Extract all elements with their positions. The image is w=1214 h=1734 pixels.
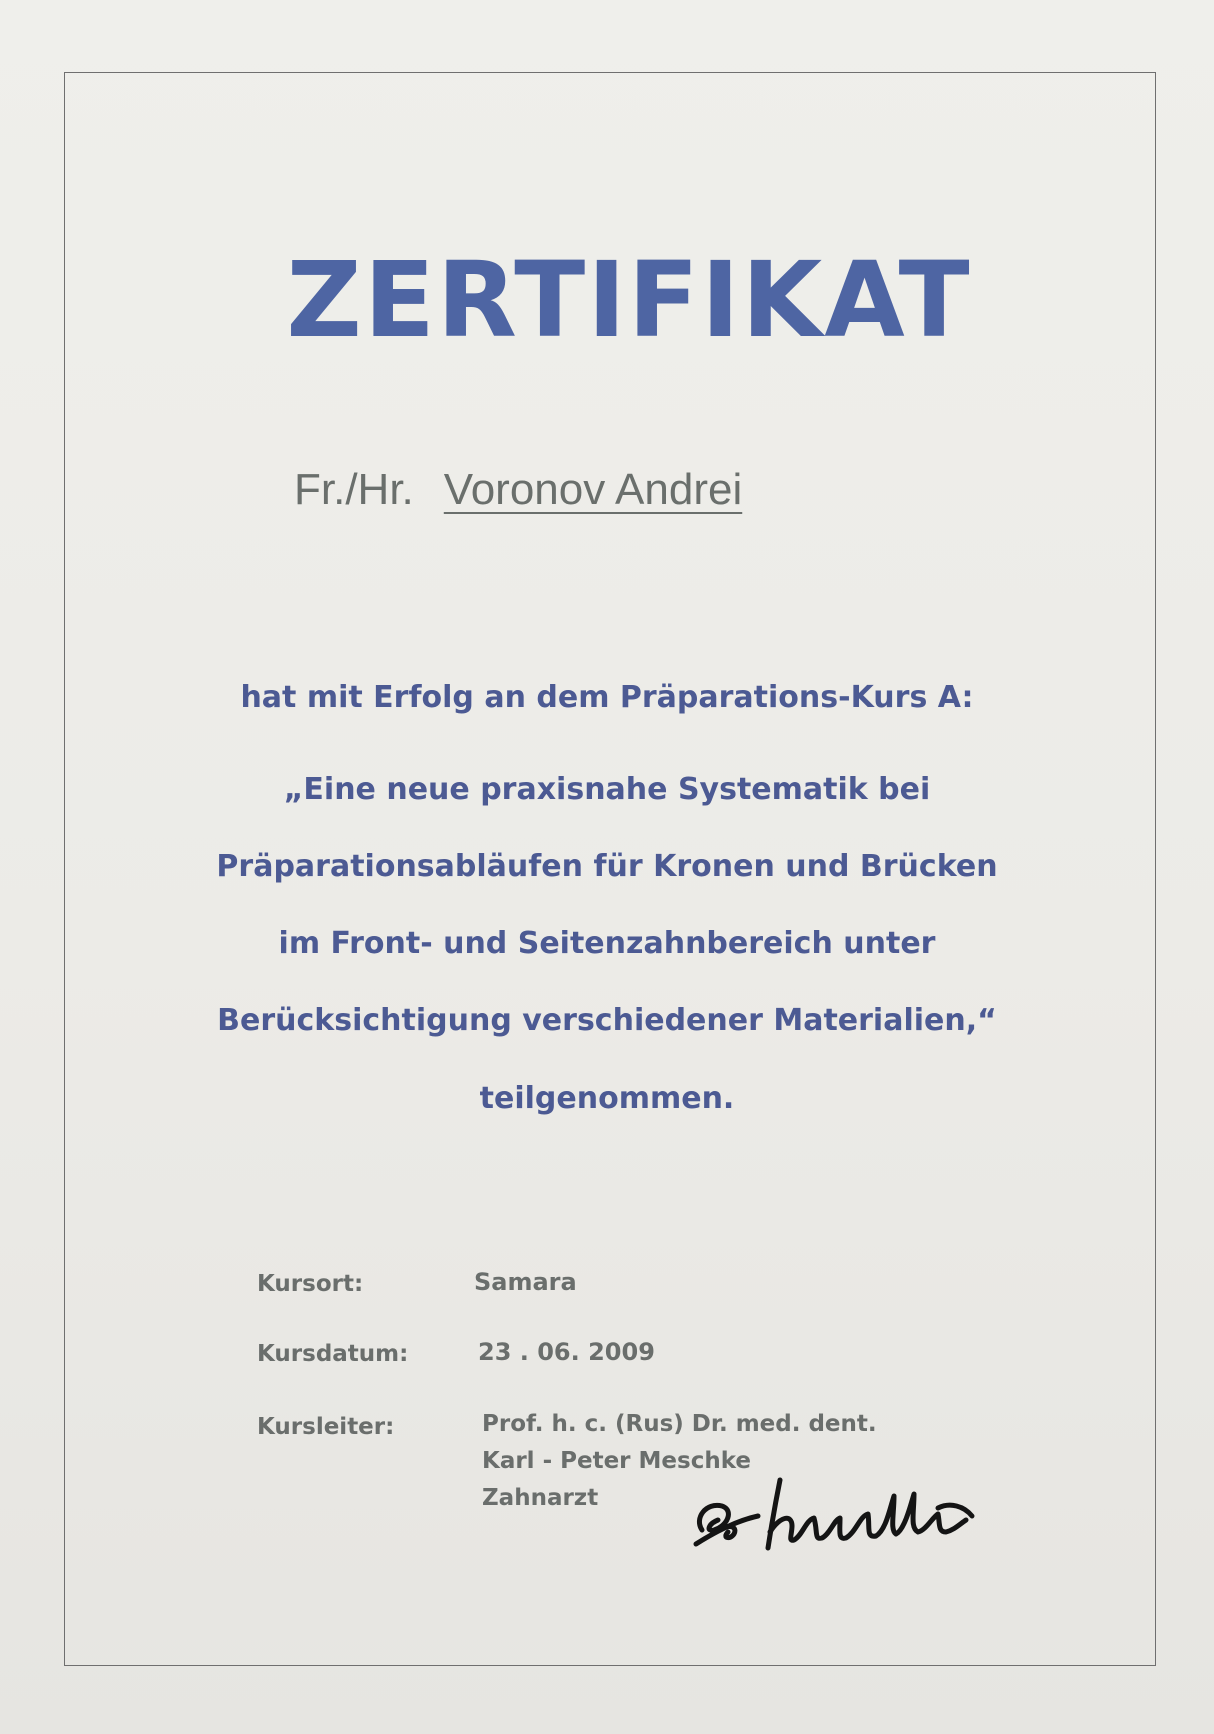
course-title-line-1: „Eine neue praxisnahe Systematik bei <box>283 772 931 807</box>
signature-mark <box>688 1460 1008 1560</box>
recipient-line <box>294 462 742 518</box>
kursleiter-line-2: Karl - Peter Meschke <box>482 1448 751 1474</box>
course-title-line-4: Berücksichtigung verschiedener Materialien,“ <box>217 1003 997 1038</box>
kursort-label: Kursort: <box>257 1271 364 1297</box>
kursdatum-value: 23 . 06. 2009 <box>478 1338 655 1366</box>
course-title-line-2: Präparationsabläufen für Kronen und Brücken <box>216 849 998 884</box>
course-title-line-3: im Front- und Seitenzahnbereich unter <box>278 926 936 961</box>
kursleiter-line-3: Zahnarzt <box>482 1485 599 1511</box>
body-intro: hat mit Erfolg an dem Präparations-Kurs A: <box>240 680 974 715</box>
recipient-name: Voronov Andrei <box>443 465 743 514</box>
kursleiter-line-1: Prof. h. c. (Rus) Dr. med. dent. <box>482 1411 877 1437</box>
kursort-value: Samara <box>474 1268 577 1296</box>
recipient-salutation: Fr./Hr. <box>294 465 414 514</box>
kursdatum-label: Kursdatum: <box>257 1341 409 1367</box>
kursleiter-label: Kursleiter: <box>257 1414 395 1440</box>
certificate-title: ZERTIFIKAT <box>286 239 972 361</box>
body-closing: teilgenommen. <box>479 1081 735 1116</box>
